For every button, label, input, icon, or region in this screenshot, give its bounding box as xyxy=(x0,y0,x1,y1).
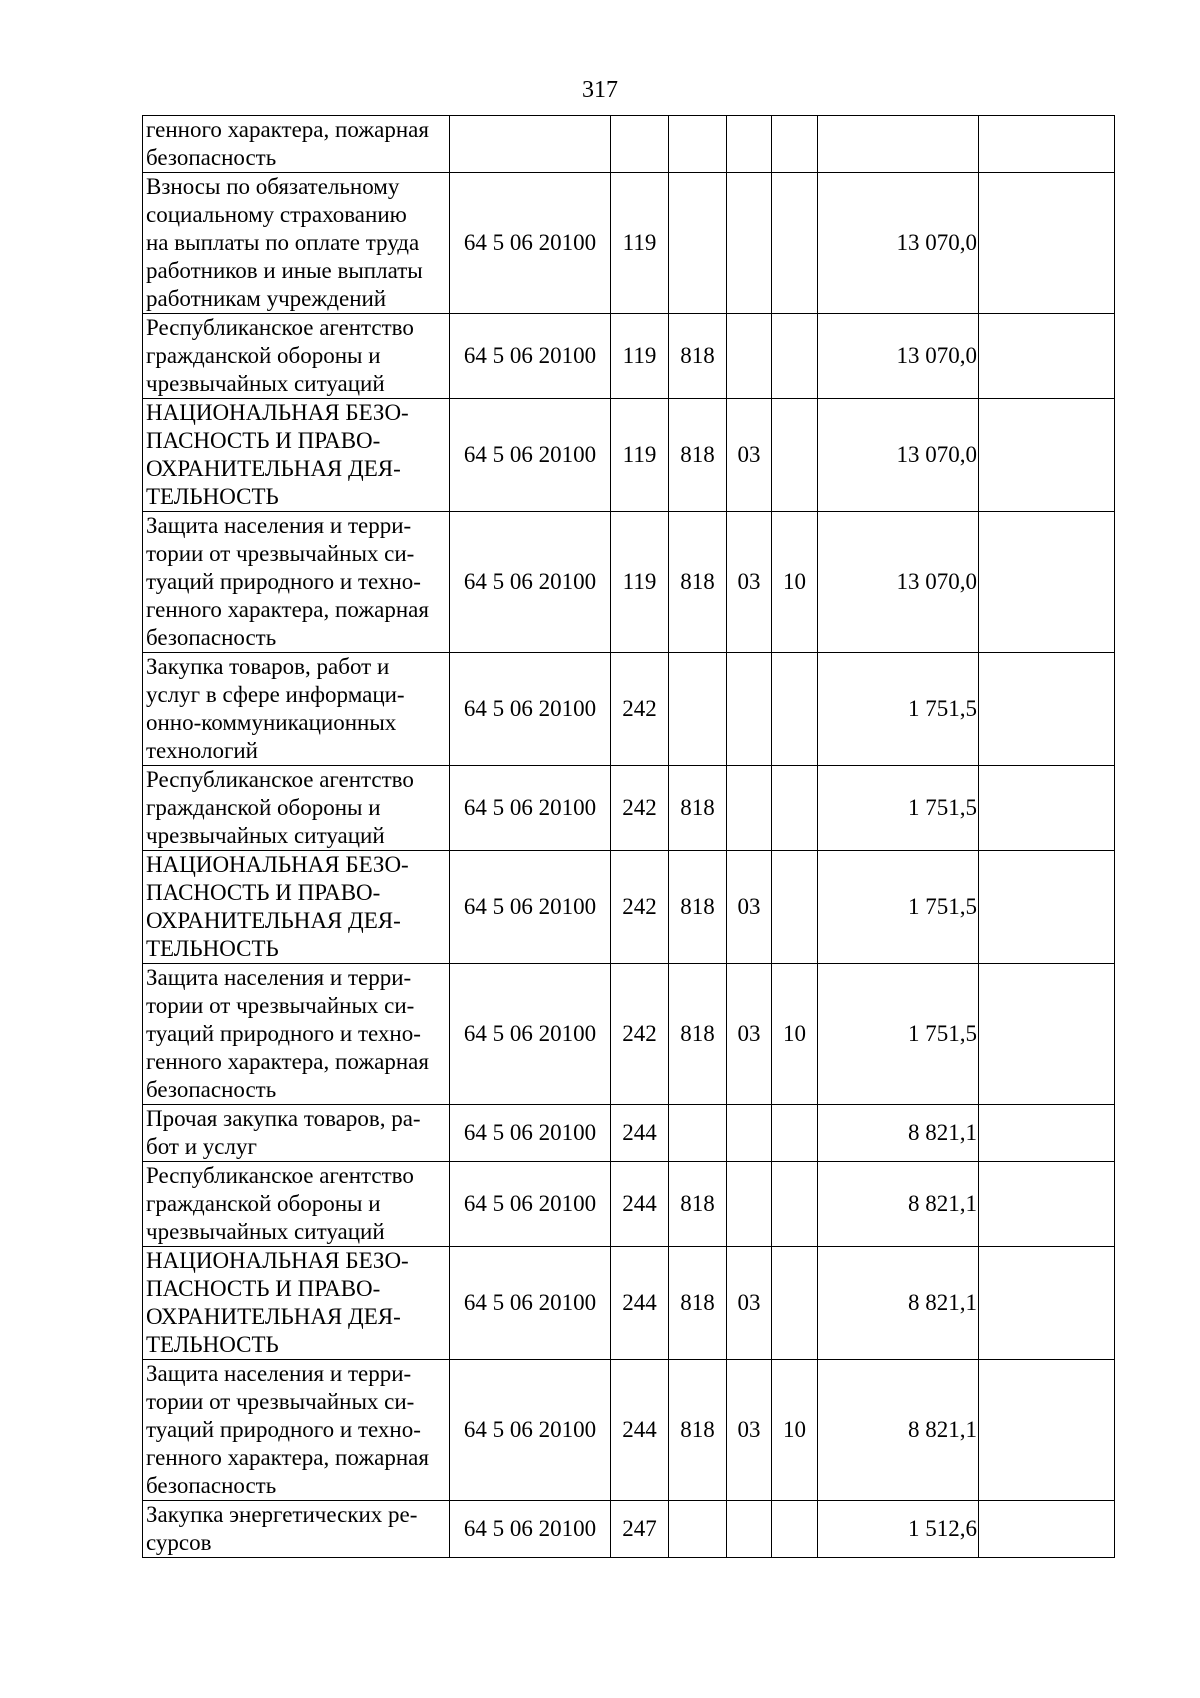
table-row xyxy=(143,964,1115,1105)
expense-type-code: 119 xyxy=(611,399,669,512)
table-row xyxy=(143,1105,1115,1162)
table-row xyxy=(143,512,1115,653)
table-row xyxy=(143,314,1115,399)
description-line: безопасность xyxy=(146,625,277,650)
target-article-code: 64 5 06 20100 xyxy=(450,512,611,653)
ministry-code: 818 xyxy=(669,851,727,964)
empty-cell xyxy=(979,1162,1115,1247)
section-code xyxy=(727,653,772,766)
target-article-code: 64 5 06 20100 xyxy=(450,1501,611,1558)
empty-cell xyxy=(979,653,1115,766)
amount-value: 1 751,5 xyxy=(818,653,979,766)
description-line: работников и иные выплаты xyxy=(146,258,423,283)
ministry-code: 818 xyxy=(669,314,727,399)
table-row xyxy=(143,1360,1115,1501)
ministry-code: 818 xyxy=(669,1247,727,1360)
section-code: 03 xyxy=(727,851,772,964)
empty-cell xyxy=(979,512,1115,653)
expense-type-code: 242 xyxy=(611,653,669,766)
description-line: на выплаты по оплате труда xyxy=(146,230,420,255)
amount-value: 1 751,5 xyxy=(818,964,979,1105)
description-line: туаций природного и техно- xyxy=(146,1021,421,1046)
section-code xyxy=(727,1105,772,1162)
table-row xyxy=(143,116,1115,173)
ministry-code: 818 xyxy=(669,1360,727,1501)
amount-value: 1 512,6 xyxy=(818,1501,979,1558)
description-line: сурсов xyxy=(146,1530,212,1555)
description-line: гражданской обороны и xyxy=(146,1191,381,1216)
description-line: ОХРАНИТЕЛЬНАЯ ДЕЯ- xyxy=(146,456,401,481)
description-line: генного характера, пожарная xyxy=(146,1049,429,1074)
target-article-code: 64 5 06 20100 xyxy=(450,766,611,851)
section-code: 03 xyxy=(727,964,772,1105)
ministry-code: 818 xyxy=(669,766,727,851)
table-row xyxy=(143,653,1115,766)
description-line: Прочая закупка товаров, ра- xyxy=(146,1106,421,1131)
section-code: 03 xyxy=(727,1247,772,1360)
row-description xyxy=(143,851,450,964)
row-description xyxy=(143,173,450,314)
table-row xyxy=(143,766,1115,851)
expense-type-code: 247 xyxy=(611,1501,669,1558)
subsection-code xyxy=(772,1162,818,1247)
amount-value: 8 821,1 xyxy=(818,1360,979,1501)
row-description xyxy=(143,116,450,173)
ministry-code xyxy=(669,1105,727,1162)
description-line: онно-коммуникационных xyxy=(146,710,397,735)
empty-cell xyxy=(979,851,1115,964)
table-row xyxy=(143,1247,1115,1360)
empty-cell xyxy=(979,314,1115,399)
description-line: тории от чрезвычайных си- xyxy=(146,541,415,566)
page-number: 317 xyxy=(582,77,618,103)
description-line: безопасность xyxy=(146,1077,277,1102)
subsection-code: 10 xyxy=(772,512,818,653)
empty-cell xyxy=(979,1501,1115,1558)
amount-value xyxy=(818,116,979,173)
amount-value: 13 070,0 xyxy=(818,173,979,314)
description-line: работникам учреждений xyxy=(146,286,387,311)
description-line: генного характера, пожарная xyxy=(146,597,429,622)
description-line: ТЕЛЬНОСТЬ xyxy=(146,1332,279,1357)
description-line: ПАСНОСТЬ И ПРАВО- xyxy=(146,428,381,453)
subsection-code xyxy=(772,1105,818,1162)
ministry-code xyxy=(669,1501,727,1558)
description-line: тории от чрезвычайных си- xyxy=(146,1389,415,1414)
row-description xyxy=(143,1162,450,1247)
subsection-code: 10 xyxy=(772,1360,818,1501)
description-line: Республиканское агентство xyxy=(146,315,414,340)
empty-cell xyxy=(979,766,1115,851)
empty-cell xyxy=(979,173,1115,314)
subsection-code xyxy=(772,173,818,314)
subsection-code xyxy=(772,766,818,851)
expense-type-code: 244 xyxy=(611,1162,669,1247)
target-article-code: 64 5 06 20100 xyxy=(450,1360,611,1501)
empty-cell xyxy=(979,964,1115,1105)
description-line: чрезвычайных ситуаций xyxy=(146,1219,385,1244)
expense-type-code: 242 xyxy=(611,766,669,851)
description-line: ОХРАНИТЕЛЬНАЯ ДЕЯ- xyxy=(146,1304,401,1329)
target-article-code: 64 5 06 20100 xyxy=(450,399,611,512)
table-row xyxy=(143,1162,1115,1247)
empty-cell xyxy=(979,1247,1115,1360)
description-line: гражданской обороны и xyxy=(146,795,381,820)
expense-type-code: 244 xyxy=(611,1247,669,1360)
target-article-code: 64 5 06 20100 xyxy=(450,653,611,766)
description-line: технологий xyxy=(146,738,258,763)
subsection-code xyxy=(772,399,818,512)
row-description xyxy=(143,1247,450,1360)
table-row xyxy=(143,399,1115,512)
section-code xyxy=(727,314,772,399)
description-line: Республиканское агентство xyxy=(146,1163,414,1188)
description-line: тории от чрезвычайных си- xyxy=(146,993,415,1018)
description-line: услуг в сфере информаци- xyxy=(146,682,405,707)
table-row xyxy=(143,1501,1115,1558)
description-line: ПАСНОСТЬ И ПРАВО- xyxy=(146,1276,381,1301)
description-line: безопасность xyxy=(146,1473,277,1498)
description-line: ТЕЛЬНОСТЬ xyxy=(146,484,279,509)
expense-type-code: 119 xyxy=(611,512,669,653)
subsection-code xyxy=(772,1501,818,1558)
description-line: туаций природного и техно- xyxy=(146,569,421,594)
subsection-code xyxy=(772,851,818,964)
description-line: Защита населения и терри- xyxy=(146,513,412,538)
section-code: 03 xyxy=(727,1360,772,1501)
empty-cell xyxy=(979,1360,1115,1501)
table-row xyxy=(143,173,1115,314)
description-line: НАЦИОНАЛЬНАЯ БЕЗО- xyxy=(146,400,409,425)
amount-value: 8 821,1 xyxy=(818,1247,979,1360)
section-code xyxy=(727,116,772,173)
amount-value: 13 070,0 xyxy=(818,314,979,399)
amount-value: 13 070,0 xyxy=(818,399,979,512)
expense-type-code xyxy=(611,116,669,173)
row-description xyxy=(143,964,450,1105)
expense-type-code: 119 xyxy=(611,314,669,399)
description-line: чрезвычайных ситуаций xyxy=(146,371,385,396)
row-description xyxy=(143,1360,450,1501)
row-description xyxy=(143,1105,450,1162)
ministry-code xyxy=(669,173,727,314)
ministry-code: 818 xyxy=(669,512,727,653)
description-line: Защита населения и терри- xyxy=(146,1361,412,1386)
description-line: Закупка энергетических ре- xyxy=(146,1502,418,1527)
table-row xyxy=(143,851,1115,964)
description-line: безопасность xyxy=(146,145,277,170)
target-article-code: 64 5 06 20100 xyxy=(450,1247,611,1360)
description-line: ПАСНОСТЬ И ПРАВО- xyxy=(146,880,381,905)
table-body xyxy=(143,116,1115,1558)
expense-type-code: 119 xyxy=(611,173,669,314)
description-line: Защита населения и терри- xyxy=(146,965,412,990)
subsection-code xyxy=(772,314,818,399)
description-line: туаций природного и техно- xyxy=(146,1417,421,1442)
description-line: Взносы по обязательному xyxy=(146,174,400,199)
description-line: ОХРАНИТЕЛЬНАЯ ДЕЯ- xyxy=(146,908,401,933)
ministry-code: 818 xyxy=(669,1162,727,1247)
expense-type-code: 242 xyxy=(611,964,669,1105)
section-code: 03 xyxy=(727,399,772,512)
description-line: генного характера, пожарная xyxy=(146,1445,429,1470)
ministry-code xyxy=(669,653,727,766)
section-code xyxy=(727,173,772,314)
target-article-code: 64 5 06 20100 xyxy=(450,173,611,314)
row-description xyxy=(143,512,450,653)
description-line: Закупка товаров, работ и xyxy=(146,654,390,679)
row-description xyxy=(143,653,450,766)
amount-value: 13 070,0 xyxy=(818,512,979,653)
expense-type-code: 244 xyxy=(611,1105,669,1162)
row-description xyxy=(143,1501,450,1558)
description-line: Республиканское агентство xyxy=(146,767,414,792)
description-line: генного характера, пожарная xyxy=(146,117,429,142)
description-line: социальному страхованию xyxy=(146,202,407,227)
amount-value: 1 751,5 xyxy=(818,851,979,964)
amount-value: 1 751,5 xyxy=(818,766,979,851)
row-description xyxy=(143,399,450,512)
row-description xyxy=(143,314,450,399)
target-article-code xyxy=(450,116,611,173)
empty-cell xyxy=(979,116,1115,173)
expense-type-code: 244 xyxy=(611,1360,669,1501)
budget-table xyxy=(142,115,1115,1558)
empty-cell xyxy=(979,1105,1115,1162)
amount-value: 8 821,1 xyxy=(818,1105,979,1162)
ministry-code: 818 xyxy=(669,964,727,1105)
ministry-code xyxy=(669,116,727,173)
description-line: бот и услуг xyxy=(146,1134,257,1159)
description-line: ТЕЛЬНОСТЬ xyxy=(146,936,279,961)
target-article-code: 64 5 06 20100 xyxy=(450,964,611,1105)
section-code xyxy=(727,1501,772,1558)
amount-value: 8 821,1 xyxy=(818,1162,979,1247)
section-code xyxy=(727,1162,772,1247)
target-article-code: 64 5 06 20100 xyxy=(450,314,611,399)
ministry-code: 818 xyxy=(669,399,727,512)
subsection-code xyxy=(772,116,818,173)
row-description xyxy=(143,766,450,851)
description-line: гражданской обороны и xyxy=(146,343,381,368)
description-line: НАЦИОНАЛЬНАЯ БЕЗО- xyxy=(146,1248,409,1273)
description-line: чрезвычайных ситуаций xyxy=(146,823,385,848)
target-article-code: 64 5 06 20100 xyxy=(450,1105,611,1162)
subsection-code xyxy=(772,1247,818,1360)
description-line: НАЦИОНАЛЬНАЯ БЕЗО- xyxy=(146,852,409,877)
subsection-code xyxy=(772,653,818,766)
section-code: 03 xyxy=(727,512,772,653)
target-article-code: 64 5 06 20100 xyxy=(450,1162,611,1247)
section-code xyxy=(727,766,772,851)
subsection-code: 10 xyxy=(772,964,818,1105)
empty-cell xyxy=(979,399,1115,512)
expense-type-code: 242 xyxy=(611,851,669,964)
target-article-code: 64 5 06 20100 xyxy=(450,851,611,964)
